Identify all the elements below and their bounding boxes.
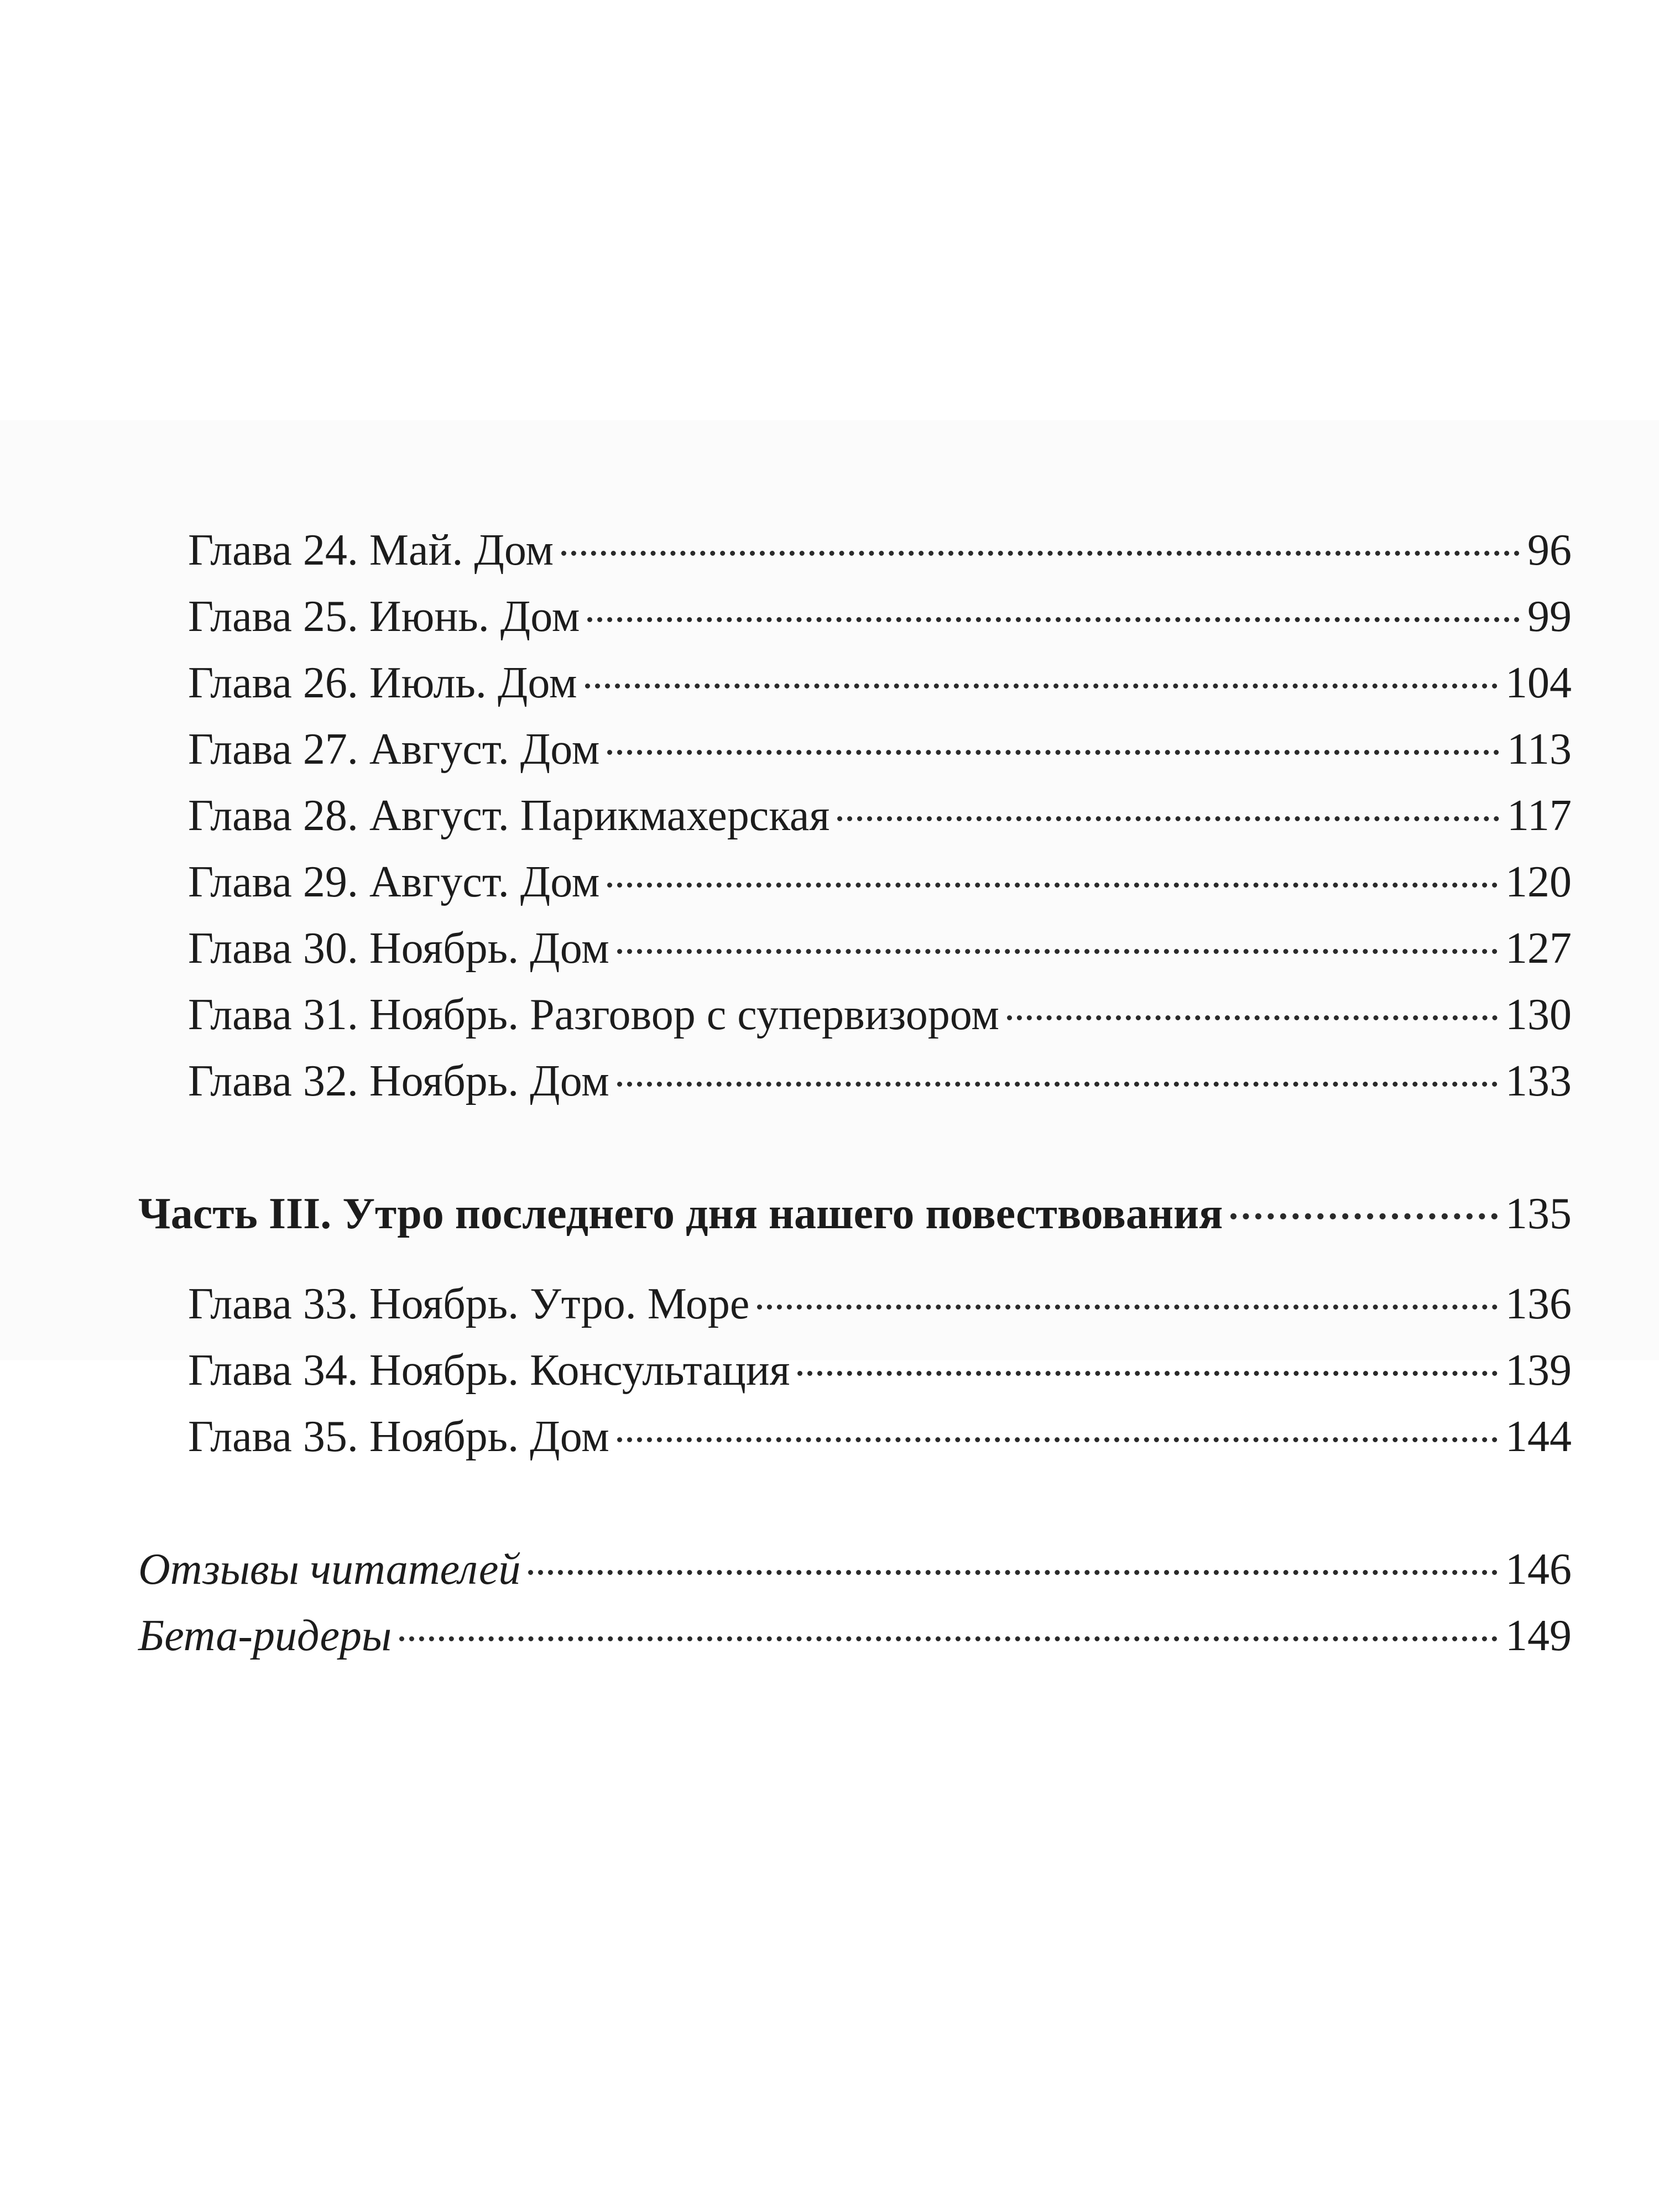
toc-entry-chapter-31 xyxy=(188,982,1572,1048)
toc-entry-title: Глава 30. Ноябрь. Дом xyxy=(188,924,609,973)
toc-entry-chapter-34 xyxy=(188,1337,1572,1404)
toc-entry-page: 146 xyxy=(1505,1545,1572,1594)
dot-leader xyxy=(528,1570,1498,1575)
dot-leader xyxy=(797,1371,1498,1376)
toc-entry-title: Глава 34. Ноябрь. Консультация xyxy=(188,1346,790,1395)
toc-entry-title: Бета-ридеры xyxy=(138,1611,392,1660)
dot-leader xyxy=(561,551,1520,556)
toc-entry-beta-readers xyxy=(138,1603,1572,1669)
toc-entry-chapter-30 xyxy=(188,915,1572,982)
toc-entry-page: 136 xyxy=(1505,1280,1572,1328)
dot-leader xyxy=(1007,1015,1498,1020)
toc-entry-chapter-25 xyxy=(188,583,1572,650)
toc-entry-title: Глава 24. Май. Дом xyxy=(188,526,554,575)
toc-entry-page: 149 xyxy=(1505,1611,1572,1660)
dot-leader xyxy=(757,1305,1498,1310)
dot-leader xyxy=(617,1437,1498,1442)
toc-entry-page: 120 xyxy=(1505,858,1572,906)
dot-leader xyxy=(837,816,1499,821)
toc-entry-chapter-29 xyxy=(188,849,1572,915)
toc-entry-page: 117 xyxy=(1506,791,1572,840)
dot-leader xyxy=(585,684,1498,688)
toc-entry-chapter-24 xyxy=(188,517,1572,583)
toc-entry-page: 96 xyxy=(1527,526,1572,575)
toc-entry-page: 133 xyxy=(1505,1057,1572,1105)
toc-entry-page: 139 xyxy=(1505,1346,1572,1395)
toc-entry-title: Глава 31. Ноябрь. Разговор с супервизором xyxy=(188,990,999,1039)
toc-entry-title: Глава 27. Август. Дом xyxy=(188,725,600,774)
toc-entry-chapter-27 xyxy=(188,716,1572,782)
dot-leader xyxy=(617,1082,1498,1087)
toc-entry-page: 130 xyxy=(1505,990,1572,1039)
toc-entry-chapter-33 xyxy=(188,1271,1572,1337)
toc-entry-title: Глава 28. Август. Парикмахерская xyxy=(188,791,830,840)
toc-entry-part-3 xyxy=(138,1181,1572,1247)
dot-leader xyxy=(1230,1213,1498,1219)
toc-entry-title: Глава 35. Ноябрь. Дом xyxy=(188,1412,609,1461)
dot-leader xyxy=(607,750,1499,755)
toc-entry-title: Глава 26. Июль. Дом xyxy=(188,659,577,707)
toc-entry-page: 144 xyxy=(1505,1412,1572,1461)
toc-entry-title: Отзывы читателей xyxy=(138,1545,521,1594)
toc-entry-chapter-35 xyxy=(188,1404,1572,1470)
dot-leader xyxy=(617,949,1498,954)
toc-entry-title: Глава 29. Август. Дом xyxy=(188,858,600,906)
toc-entry-chapter-32 xyxy=(188,1048,1572,1114)
toc-entry-page: 99 xyxy=(1527,592,1572,641)
toc-entry-page: 113 xyxy=(1506,725,1572,774)
toc-entry-title: Глава 33. Ноябрь. Утро. Море xyxy=(188,1280,750,1328)
toc-entry-reader-reviews xyxy=(138,1536,1572,1603)
toc-entry-title: Глава 25. Июнь. Дом xyxy=(188,592,580,641)
toc-entry-page: 135 xyxy=(1505,1190,1572,1238)
dot-leader xyxy=(607,883,1498,888)
dot-leader xyxy=(587,617,1520,622)
toc-part-title: Часть III. Утро последнего дня нашего повествования xyxy=(138,1190,1223,1238)
toc-entry-chapter-26 xyxy=(188,650,1572,716)
toc-entry-title: Глава 32. Ноябрь. Дом xyxy=(188,1057,609,1105)
dot-leader xyxy=(399,1636,1498,1641)
toc-entry-chapter-28 xyxy=(188,782,1572,849)
toc-entry-page: 127 xyxy=(1505,924,1572,973)
toc-entry-page: 104 xyxy=(1505,659,1572,707)
